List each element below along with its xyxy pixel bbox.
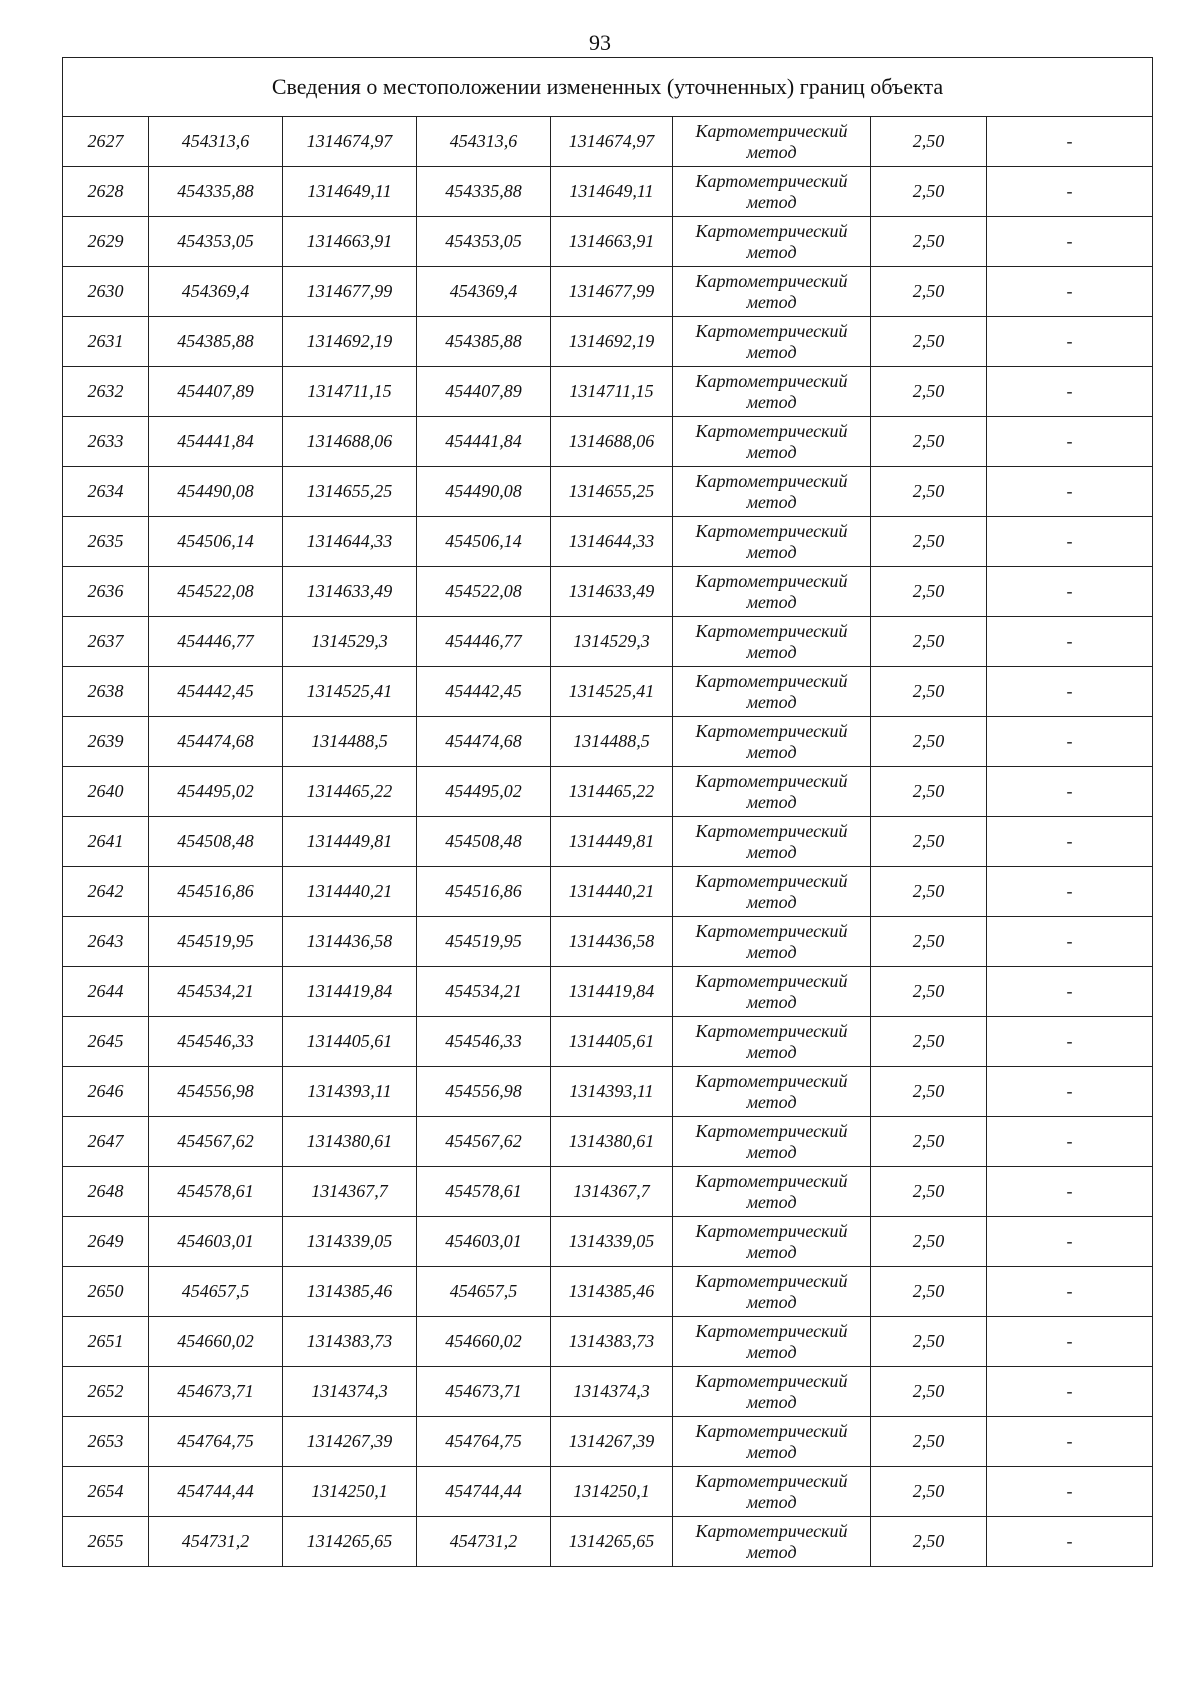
- refined-y-cell: 1314405,61: [551, 1017, 673, 1067]
- table-row: [63, 117, 1153, 167]
- note-cell: -: [987, 1417, 1153, 1467]
- accuracy-cell: 2,50: [871, 1267, 987, 1317]
- existing-y-cell: 1314525,41: [283, 667, 417, 717]
- method-cell: Картометрический метод: [673, 1167, 871, 1217]
- accuracy-cell: 2,50: [871, 1167, 987, 1217]
- accuracy-cell: 2,50: [871, 367, 987, 417]
- refined-y-cell: 1314677,99: [551, 267, 673, 317]
- existing-x-cell: 454516,86: [149, 867, 283, 917]
- method-cell: Картометрический метод: [673, 417, 871, 467]
- method-cell: Картометрический метод: [673, 167, 871, 217]
- method-cell: Картометрический метод: [673, 717, 871, 767]
- point-number-cell: 2646: [63, 1067, 149, 1117]
- table-row: [63, 517, 1153, 567]
- refined-x-cell: 454442,45: [417, 667, 551, 717]
- note-cell: -: [987, 867, 1153, 917]
- accuracy-cell: 2,50: [871, 767, 987, 817]
- point-number-cell: 2642: [63, 867, 149, 917]
- refined-y-cell: 1314339,05: [551, 1217, 673, 1267]
- note-cell: -: [987, 1367, 1153, 1417]
- point-number-cell: 2647: [63, 1117, 149, 1167]
- existing-y-cell: 1314688,06: [283, 417, 417, 467]
- table-row: [63, 617, 1153, 667]
- point-number-cell: 2631: [63, 317, 149, 367]
- point-number-cell: 2629: [63, 217, 149, 267]
- refined-y-cell: 1314449,81: [551, 817, 673, 867]
- existing-y-cell: 1314633,49: [283, 567, 417, 617]
- refined-y-cell: 1314674,97: [551, 117, 673, 167]
- point-number-cell: 2649: [63, 1217, 149, 1267]
- existing-x-cell: 454369,4: [149, 267, 283, 317]
- note-cell: -: [987, 1017, 1153, 1067]
- existing-y-cell: 1314405,61: [283, 1017, 417, 1067]
- note-cell: -: [987, 1167, 1153, 1217]
- existing-x-cell: 454556,98: [149, 1067, 283, 1117]
- existing-x-cell: 454508,48: [149, 817, 283, 867]
- note-cell: -: [987, 567, 1153, 617]
- point-number-cell: 2635: [63, 517, 149, 567]
- accuracy-cell: 2,50: [871, 267, 987, 317]
- refined-x-cell: 454516,86: [417, 867, 551, 917]
- refined-x-cell: 454385,88: [417, 317, 551, 367]
- accuracy-cell: 2,50: [871, 617, 987, 667]
- table-row: [63, 417, 1153, 467]
- table-row: [63, 1267, 1153, 1317]
- point-number-cell: 2641: [63, 817, 149, 867]
- refined-y-cell: 1314393,11: [551, 1067, 673, 1117]
- refined-y-cell: 1314267,39: [551, 1417, 673, 1467]
- note-cell: -: [987, 1067, 1153, 1117]
- accuracy-cell: 2,50: [871, 1217, 987, 1267]
- refined-y-cell: 1314250,1: [551, 1467, 673, 1517]
- existing-x-cell: 454522,08: [149, 567, 283, 617]
- existing-y-cell: 1314674,97: [283, 117, 417, 167]
- point-number-cell: 2653: [63, 1417, 149, 1467]
- point-number-cell: 2632: [63, 367, 149, 417]
- note-cell: -: [987, 817, 1153, 867]
- point-number-cell: 2640: [63, 767, 149, 817]
- table-title-row: [63, 58, 1153, 117]
- refined-y-cell: 1314488,5: [551, 717, 673, 767]
- table-row: [63, 1417, 1153, 1467]
- existing-y-cell: 1314440,21: [283, 867, 417, 917]
- refined-x-cell: 454660,02: [417, 1317, 551, 1367]
- method-cell: Картометрический метод: [673, 1117, 871, 1167]
- method-cell: Картометрический метод: [673, 117, 871, 167]
- refined-x-cell: 454744,44: [417, 1467, 551, 1517]
- note-cell: -: [987, 217, 1153, 267]
- table-row: [63, 1217, 1153, 1267]
- point-number-cell: 2651: [63, 1317, 149, 1367]
- note-cell: -: [987, 667, 1153, 717]
- table-row: [63, 1367, 1153, 1417]
- note-cell: -: [987, 167, 1153, 217]
- accuracy-cell: 2,50: [871, 1367, 987, 1417]
- refined-y-cell: 1314633,49: [551, 567, 673, 617]
- method-cell: Картометрический метод: [673, 867, 871, 917]
- refined-y-cell: 1314383,73: [551, 1317, 673, 1367]
- refined-y-cell: 1314711,15: [551, 367, 673, 417]
- existing-x-cell: 454744,44: [149, 1467, 283, 1517]
- accuracy-cell: 2,50: [871, 1117, 987, 1167]
- refined-x-cell: 454731,2: [417, 1517, 551, 1567]
- refined-y-cell: 1314529,3: [551, 617, 673, 667]
- method-cell: Картометрический метод: [673, 267, 871, 317]
- existing-y-cell: 1314663,91: [283, 217, 417, 267]
- accuracy-cell: 2,50: [871, 217, 987, 267]
- method-cell: Картометрический метод: [673, 367, 871, 417]
- point-number-cell: 2654: [63, 1467, 149, 1517]
- method-cell: Картометрический метод: [673, 1517, 871, 1567]
- note-cell: -: [987, 1517, 1153, 1567]
- refined-x-cell: 454546,33: [417, 1017, 551, 1067]
- existing-y-cell: 1314449,81: [283, 817, 417, 867]
- note-cell: -: [987, 367, 1153, 417]
- existing-x-cell: 454407,89: [149, 367, 283, 417]
- note-cell: -: [987, 267, 1153, 317]
- existing-y-cell: 1314711,15: [283, 367, 417, 417]
- existing-y-cell: 1314465,22: [283, 767, 417, 817]
- existing-y-cell: 1314529,3: [283, 617, 417, 667]
- refined-x-cell: 454534,21: [417, 967, 551, 1017]
- table-row: [63, 1517, 1153, 1567]
- note-cell: -: [987, 467, 1153, 517]
- accuracy-cell: 2,50: [871, 1317, 987, 1367]
- point-number-cell: 2628: [63, 167, 149, 217]
- refined-y-cell: 1314649,11: [551, 167, 673, 217]
- table-row: [63, 967, 1153, 1017]
- table-row: [63, 267, 1153, 317]
- refined-x-cell: 454441,84: [417, 417, 551, 467]
- point-number-cell: 2643: [63, 917, 149, 967]
- method-cell: Картометрический метод: [673, 1317, 871, 1367]
- table-body: [63, 117, 1153, 1567]
- table-row: [63, 1067, 1153, 1117]
- table-row: [63, 167, 1153, 217]
- method-cell: Картометрический метод: [673, 1267, 871, 1317]
- note-cell: -: [987, 517, 1153, 567]
- existing-x-cell: 454385,88: [149, 317, 283, 367]
- existing-y-cell: 1314367,7: [283, 1167, 417, 1217]
- existing-x-cell: 454441,84: [149, 417, 283, 467]
- accuracy-cell: 2,50: [871, 667, 987, 717]
- accuracy-cell: 2,50: [871, 967, 987, 1017]
- note-cell: -: [987, 1467, 1153, 1517]
- existing-y-cell: 1314644,33: [283, 517, 417, 567]
- table-row: [63, 717, 1153, 767]
- existing-y-cell: 1314267,39: [283, 1417, 417, 1467]
- existing-y-cell: 1314380,61: [283, 1117, 417, 1167]
- refined-x-cell: 454407,89: [417, 367, 551, 417]
- refined-x-cell: 454495,02: [417, 767, 551, 817]
- method-cell: Картометрический метод: [673, 1467, 871, 1517]
- existing-y-cell: 1314265,65: [283, 1517, 417, 1567]
- refined-y-cell: 1314265,65: [551, 1517, 673, 1567]
- point-number-cell: 2636: [63, 567, 149, 617]
- note-cell: -: [987, 417, 1153, 467]
- existing-y-cell: 1314677,99: [283, 267, 417, 317]
- table-title: Сведения о местоположении измененных (уточненных) границ объекта: [63, 58, 1153, 117]
- existing-y-cell: 1314383,73: [283, 1317, 417, 1367]
- accuracy-cell: 2,50: [871, 417, 987, 467]
- existing-x-cell: 454673,71: [149, 1367, 283, 1417]
- refined-y-cell: 1314663,91: [551, 217, 673, 267]
- refined-y-cell: 1314367,7: [551, 1167, 673, 1217]
- method-cell: Картометрический метод: [673, 567, 871, 617]
- point-number-cell: 2637: [63, 617, 149, 667]
- point-number-cell: 2639: [63, 717, 149, 767]
- note-cell: -: [987, 767, 1153, 817]
- refined-x-cell: 454446,77: [417, 617, 551, 667]
- existing-x-cell: 454353,05: [149, 217, 283, 267]
- existing-x-cell: 454474,68: [149, 717, 283, 767]
- existing-x-cell: 454519,95: [149, 917, 283, 967]
- refined-y-cell: 1314440,21: [551, 867, 673, 917]
- refined-x-cell: 454506,14: [417, 517, 551, 567]
- method-cell: Картометрический метод: [673, 667, 871, 717]
- table-row: [63, 1167, 1153, 1217]
- method-cell: Картометрический метод: [673, 517, 871, 567]
- note-cell: -: [987, 117, 1153, 167]
- point-number-cell: 2633: [63, 417, 149, 467]
- refined-y-cell: 1314419,84: [551, 967, 673, 1017]
- accuracy-cell: 2,50: [871, 717, 987, 767]
- method-cell: Картометрический метод: [673, 967, 871, 1017]
- table-row: [63, 567, 1153, 617]
- point-number-cell: 2638: [63, 667, 149, 717]
- existing-y-cell: 1314649,11: [283, 167, 417, 217]
- existing-x-cell: 454731,2: [149, 1517, 283, 1567]
- refined-y-cell: 1314465,22: [551, 767, 673, 817]
- point-number-cell: 2634: [63, 467, 149, 517]
- accuracy-cell: 2,50: [871, 117, 987, 167]
- refined-y-cell: 1314688,06: [551, 417, 673, 467]
- method-cell: Картометрический метод: [673, 767, 871, 817]
- method-cell: Картометрический метод: [673, 917, 871, 967]
- refined-x-cell: 454490,08: [417, 467, 551, 517]
- point-number-cell: 2648: [63, 1167, 149, 1217]
- table-row: [63, 1017, 1153, 1067]
- method-cell: Картометрический метод: [673, 1417, 871, 1467]
- note-cell: -: [987, 967, 1153, 1017]
- existing-x-cell: 454446,77: [149, 617, 283, 667]
- point-number-cell: 2652: [63, 1367, 149, 1417]
- accuracy-cell: 2,50: [871, 167, 987, 217]
- existing-y-cell: 1314339,05: [283, 1217, 417, 1267]
- note-cell: -: [987, 617, 1153, 667]
- refined-x-cell: 454764,75: [417, 1417, 551, 1467]
- accuracy-cell: 2,50: [871, 567, 987, 617]
- existing-x-cell: 454546,33: [149, 1017, 283, 1067]
- table-row: [63, 867, 1153, 917]
- existing-x-cell: 454534,21: [149, 967, 283, 1017]
- existing-x-cell: 454578,61: [149, 1167, 283, 1217]
- refined-y-cell: 1314374,3: [551, 1367, 673, 1417]
- existing-x-cell: 454490,08: [149, 467, 283, 517]
- table-row: [63, 667, 1153, 717]
- table-row: [63, 317, 1153, 367]
- accuracy-cell: 2,50: [871, 317, 987, 367]
- existing-y-cell: 1314250,1: [283, 1467, 417, 1517]
- page-number: 93: [589, 30, 611, 55]
- method-cell: Картометрический метод: [673, 817, 871, 867]
- existing-y-cell: 1314393,11: [283, 1067, 417, 1117]
- accuracy-cell: 2,50: [871, 1067, 987, 1117]
- existing-y-cell: 1314385,46: [283, 1267, 417, 1317]
- existing-x-cell: 454313,6: [149, 117, 283, 167]
- refined-y-cell: 1314380,61: [551, 1117, 673, 1167]
- note-cell: -: [987, 717, 1153, 767]
- point-number-cell: 2650: [63, 1267, 149, 1317]
- refined-x-cell: 454578,61: [417, 1167, 551, 1217]
- table-row: [63, 1467, 1153, 1517]
- accuracy-cell: 2,50: [871, 917, 987, 967]
- note-cell: -: [987, 917, 1153, 967]
- refined-x-cell: 454369,4: [417, 267, 551, 317]
- refined-x-cell: 454335,88: [417, 167, 551, 217]
- accuracy-cell: 2,50: [871, 1417, 987, 1467]
- existing-x-cell: 454657,5: [149, 1267, 283, 1317]
- refined-x-cell: 454474,68: [417, 717, 551, 767]
- refined-x-cell: 454567,62: [417, 1117, 551, 1167]
- note-cell: -: [987, 1267, 1153, 1317]
- accuracy-cell: 2,50: [871, 867, 987, 917]
- table-row: [63, 467, 1153, 517]
- note-cell: -: [987, 1117, 1153, 1167]
- accuracy-cell: 2,50: [871, 1517, 987, 1567]
- existing-y-cell: 1314374,3: [283, 1367, 417, 1417]
- method-cell: Картометрический метод: [673, 1067, 871, 1117]
- refined-y-cell: 1314655,25: [551, 467, 673, 517]
- table-row: [63, 767, 1153, 817]
- point-number-cell: 2645: [63, 1017, 149, 1067]
- method-cell: Картометрический метод: [673, 217, 871, 267]
- refined-x-cell: 454519,95: [417, 917, 551, 967]
- existing-y-cell: 1314419,84: [283, 967, 417, 1017]
- table-row: [63, 217, 1153, 267]
- refined-y-cell: 1314644,33: [551, 517, 673, 567]
- method-cell: Картометрический метод: [673, 1367, 871, 1417]
- accuracy-cell: 2,50: [871, 517, 987, 567]
- accuracy-cell: 2,50: [871, 817, 987, 867]
- method-cell: Картометрический метод: [673, 617, 871, 667]
- existing-x-cell: 454660,02: [149, 1317, 283, 1367]
- existing-y-cell: 1314655,25: [283, 467, 417, 517]
- table-row: [63, 1117, 1153, 1167]
- refined-x-cell: 454313,6: [417, 117, 551, 167]
- refined-x-cell: 454657,5: [417, 1267, 551, 1317]
- table-row: [63, 1317, 1153, 1367]
- refined-x-cell: 454522,08: [417, 567, 551, 617]
- point-number-cell: 2655: [63, 1517, 149, 1567]
- table-row: [63, 917, 1153, 967]
- method-cell: Картометрический метод: [673, 467, 871, 517]
- method-cell: Картометрический метод: [673, 1217, 871, 1267]
- note-cell: -: [987, 1217, 1153, 1267]
- refined-x-cell: 454508,48: [417, 817, 551, 867]
- table-row: [63, 817, 1153, 867]
- existing-y-cell: 1314692,19: [283, 317, 417, 367]
- existing-x-cell: 454335,88: [149, 167, 283, 217]
- existing-x-cell: 454442,45: [149, 667, 283, 717]
- existing-x-cell: 454495,02: [149, 767, 283, 817]
- existing-x-cell: 454567,62: [149, 1117, 283, 1167]
- method-cell: Картометрический метод: [673, 317, 871, 367]
- note-cell: -: [987, 1317, 1153, 1367]
- note-cell: -: [987, 317, 1153, 367]
- refined-y-cell: 1314692,19: [551, 317, 673, 367]
- refined-x-cell: 454353,05: [417, 217, 551, 267]
- existing-y-cell: 1314488,5: [283, 717, 417, 767]
- existing-y-cell: 1314436,58: [283, 917, 417, 967]
- refined-y-cell: 1314525,41: [551, 667, 673, 717]
- point-number-cell: 2644: [63, 967, 149, 1017]
- refined-y-cell: 1314436,58: [551, 917, 673, 967]
- refined-y-cell: 1314385,46: [551, 1267, 673, 1317]
- existing-x-cell: 454603,01: [149, 1217, 283, 1267]
- coordinates-table: [62, 57, 1153, 1567]
- point-number-cell: 2630: [63, 267, 149, 317]
- refined-x-cell: 454673,71: [417, 1367, 551, 1417]
- refined-x-cell: 454556,98: [417, 1067, 551, 1117]
- existing-x-cell: 454506,14: [149, 517, 283, 567]
- refined-x-cell: 454603,01: [417, 1217, 551, 1267]
- accuracy-cell: 2,50: [871, 467, 987, 517]
- accuracy-cell: 2,50: [871, 1017, 987, 1067]
- method-cell: Картометрический метод: [673, 1017, 871, 1067]
- accuracy-cell: 2,50: [871, 1467, 987, 1517]
- point-number-cell: 2627: [63, 117, 149, 167]
- table-row: [63, 367, 1153, 417]
- existing-x-cell: 454764,75: [149, 1417, 283, 1467]
